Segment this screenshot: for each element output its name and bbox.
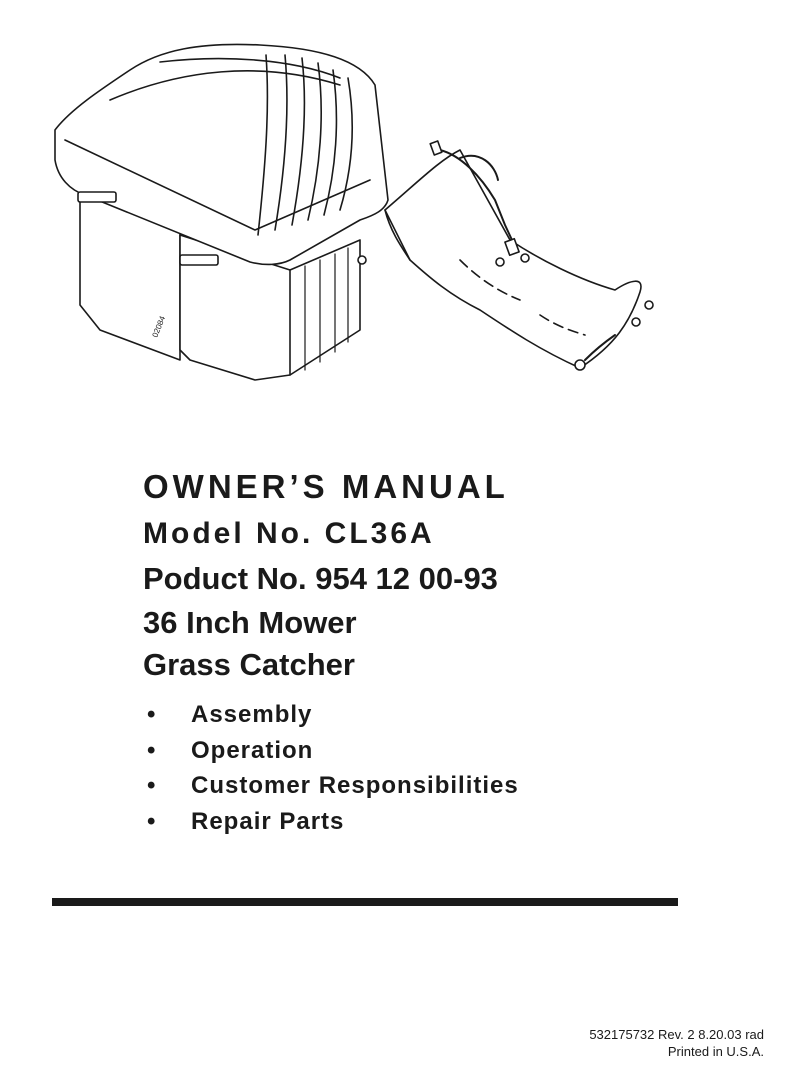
product-number: Poduct No. 954 12 00-93 — [143, 561, 498, 596]
bullet-icon: • — [147, 701, 157, 728]
contents-item — [147, 768, 519, 804]
manual-title: OWNER’S MANUAL — [143, 468, 509, 505]
model-number: Model No. CL36A — [143, 517, 435, 550]
bullet-icon: • — [147, 772, 157, 799]
printed-in: Printed in U.S.A. — [667, 1044, 764, 1059]
contents-item-label: Assembly — [191, 701, 313, 728]
footer — [589, 1026, 764, 1060]
contents-item-label: Customer Responsibilities — [191, 772, 519, 799]
bullet-icon: • — [147, 736, 157, 764]
contents-item — [147, 804, 519, 840]
contents-list — [147, 697, 519, 839]
contents-item — [147, 733, 519, 769]
contents-item — [147, 697, 519, 733]
contents-item-label: Operation — [191, 736, 314, 764]
product-description-line1: 36 Inch Mower — [143, 605, 357, 640]
product-description-line2: Grass Catcher — [143, 647, 355, 682]
horizontal-rule — [52, 898, 678, 906]
document-number: 532175732 Rev. 2 8.20.03 rad — [589, 1027, 764, 1042]
contents-item-label: Repair Parts — [191, 807, 345, 835]
illustration-code: 02084 — [150, 314, 168, 339]
title-block — [143, 462, 763, 686]
bullet-icon: • — [147, 807, 157, 835]
grass-catcher-illustration — [40, 30, 680, 405]
